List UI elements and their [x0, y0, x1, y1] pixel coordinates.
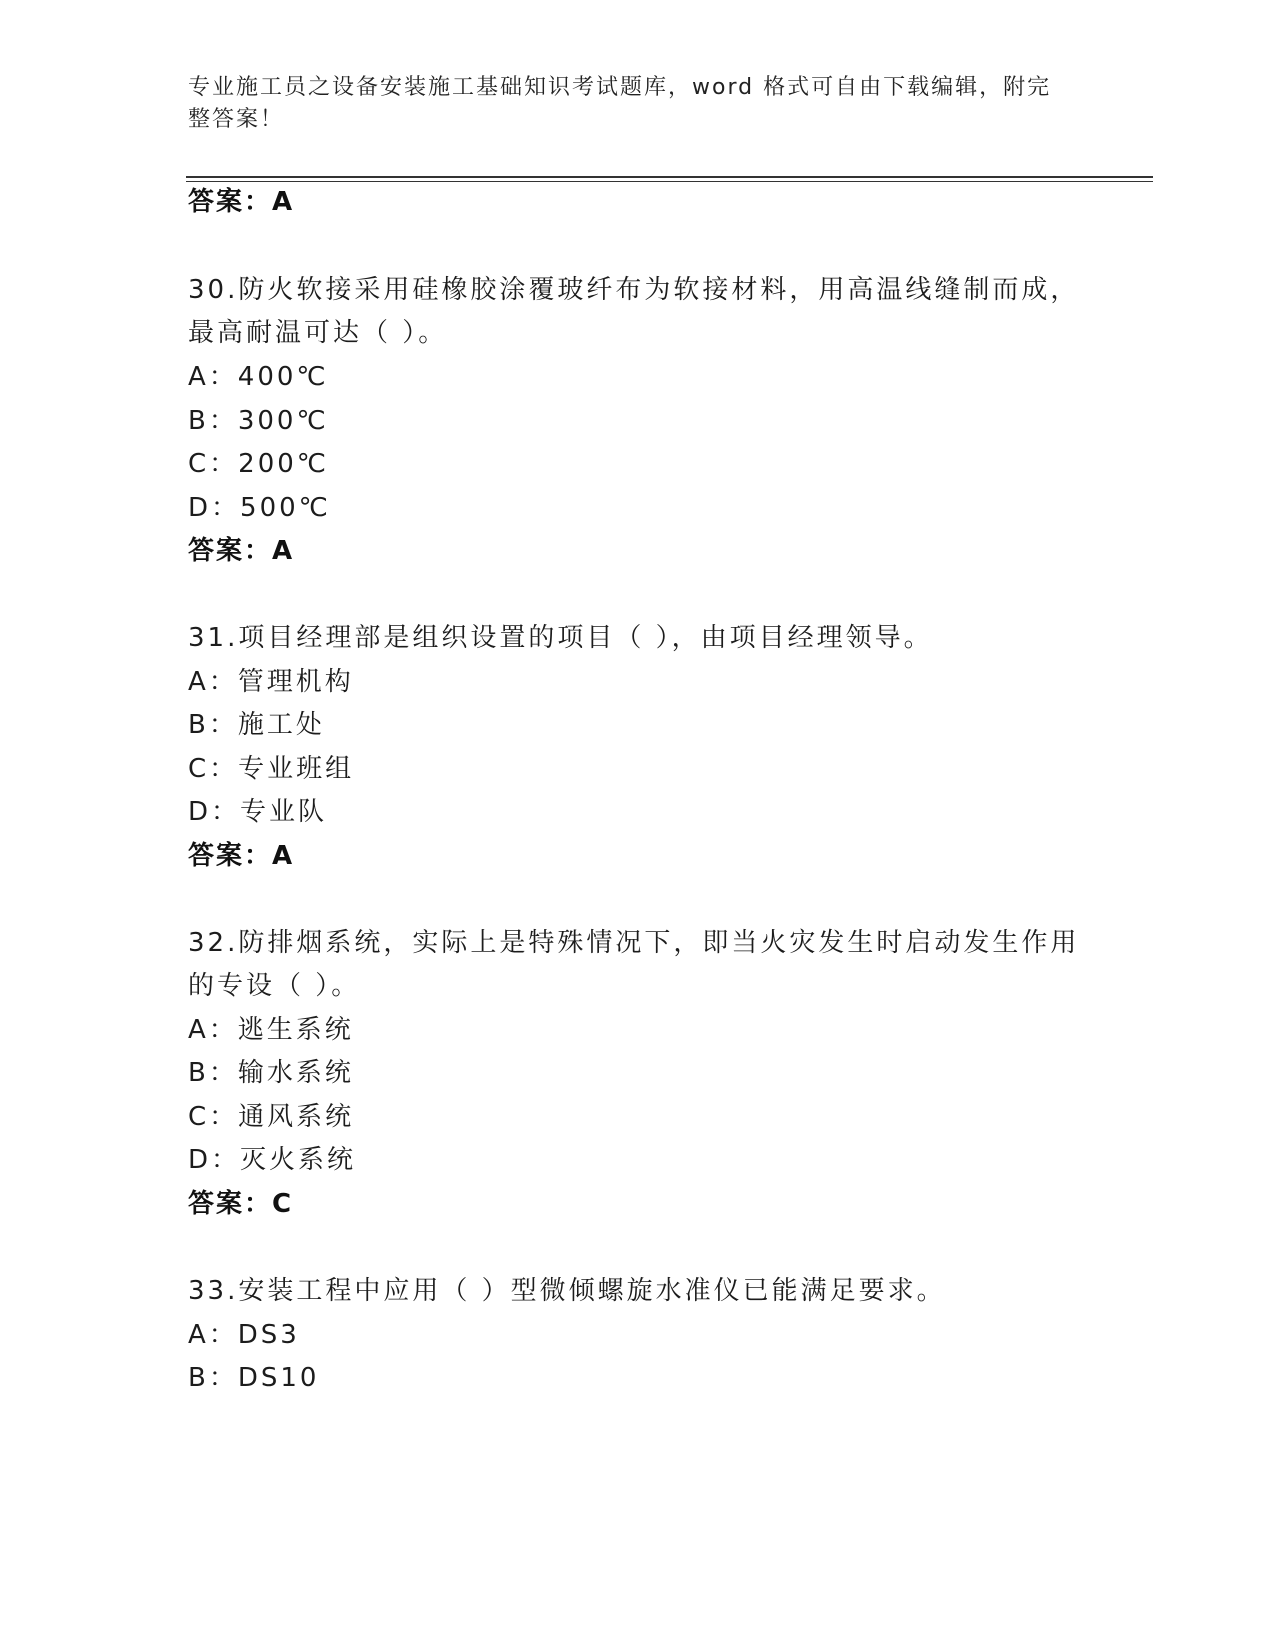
header-line-2: 整答案！: [188, 107, 285, 132]
question-33-text-line-1: 33.安装工程中应用（ ）型微倾螺旋水准仪已能满足要求。: [188, 1276, 946, 1306]
question-32-text-line-1: 32.防排烟系统，实际上是特殊情况下，即当火灾发生时启动发生作用: [188, 928, 1080, 958]
question-32-option-b: B：输水系统: [188, 1058, 354, 1088]
header-divider-thin: [186, 181, 1153, 182]
document-header: [188, 72, 1088, 136]
question-31-option-c: C：专业班组: [188, 754, 355, 784]
question-31-option-b: B：施工处: [188, 710, 325, 740]
answer-29: 答案：A: [188, 187, 295, 217]
answer-31: 答案：A: [188, 841, 295, 871]
question-32-text-line-2: 的专设（ ）。: [188, 971, 361, 1001]
question-30-text-line-2: 最高耐温可达（ ）。: [188, 318, 448, 348]
header-line-1: 专业施工员之设备安装施工基础知识考试题库，word 格式可自由下载编辑，附完: [188, 75, 1052, 100]
question-33-option-a: A：DS3: [188, 1320, 300, 1350]
answer-32: 答案：C: [188, 1189, 294, 1219]
question-31-option-a: A：管理机构: [188, 667, 354, 697]
question-30-text-line-1: 30.防火软接采用硅橡胶涂覆玻纤布为软接材料，用高温线缝制而成，: [188, 275, 1080, 305]
question-33-option-b: B：DS10: [188, 1363, 320, 1393]
question-32-option-c: C：通风系统: [188, 1102, 355, 1132]
question-32-option-a: A：逃生系统: [188, 1015, 354, 1045]
question-31-text-line-1: 31.项目经理部是组织设置的项目（ ），由项目经理领导。: [188, 623, 933, 653]
header-divider-thick: [186, 176, 1153, 178]
question-30-option-c: C：200℃: [188, 449, 329, 479]
question-30-option-a: A：400℃: [188, 362, 329, 392]
question-32-option-d: D：灭火系统: [188, 1145, 357, 1175]
question-30-option-d: D：500℃: [188, 493, 331, 523]
answer-30: 答案：A: [188, 536, 295, 566]
question-31-option-d: D：专业队: [188, 797, 328, 827]
question-30-option-b: B：300℃: [188, 406, 329, 436]
